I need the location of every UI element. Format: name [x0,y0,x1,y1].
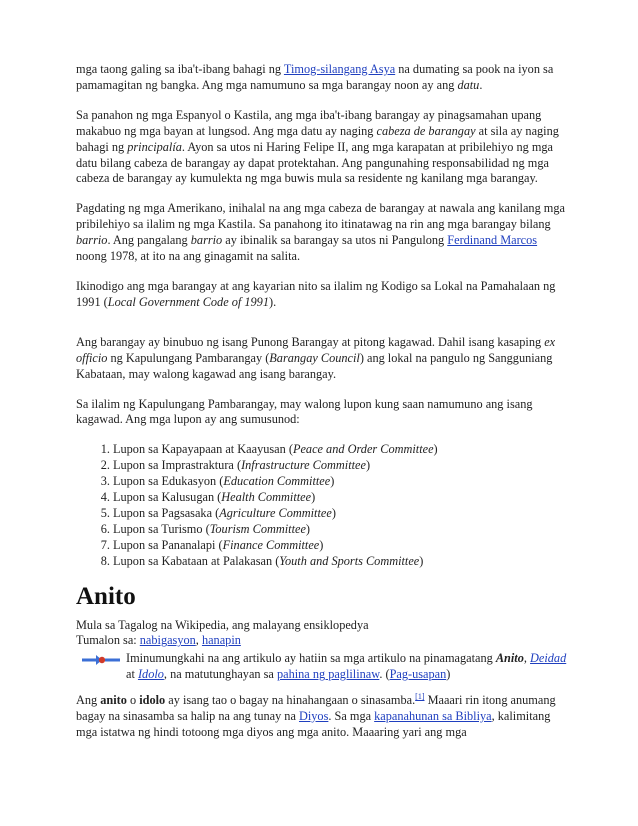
text: Ikinodigo ang mga barangay at ang kayarian nito sa ilalim ng Kodigo sa Lokal na Pamahalaan ng 1991 ( [76,278,556,309]
list-item: 1. Lupon sa Kapayapaan at Kaayusan (Peace and Order Committee) [113,442,570,458]
text: . Ayon sa utos ni Haring Felipe II, ang mga karapatan at pribilehiyo ng mga datu bilang cabeza de barangay ay dapat protektahan. Ang pangunahing responsabilidad ng mga cabeza de barangay ay kumulekta ng mga buwis mula sa residente ng kanilang mga barangay. [76,139,553,186]
link-idolo[interactable]: Idolo [137,667,164,682]
link-hanapin[interactable]: hanapin [201,633,241,648]
text: Sa ilalim ng Kapulungang Pambarangay, may walong lupon kung saan namumuno ang isang kagawad. Ang mga lupon ay ang sumusunod: [76,396,533,427]
footnote-link-1[interactable]: [1] [415,692,425,702]
jump-label: Tumalon sa: [76,633,140,648]
text: na dumating sa pook na iyon sa pamamagitan ng bangka. Ang mga namumuno sa mga barangay noon ay ang [76,62,554,92]
link-timog-silangang-asya[interactable]: Timog-silangang Asya [283,62,396,76]
paragraph-local-government-code [76,279,570,311]
list-item: 8. Lupon sa Kabataan at Palakasan (Youth and Sports Committee) [113,554,570,570]
text: noong 1978, at ito na ang ginagamit na salita. [76,249,301,264]
link-ferdinand-marcos[interactable]: Ferdinand Marcos [447,233,538,248]
paragraph-origin [76,62,570,94]
text: . [479,77,483,92]
list-item: 5. Lupon sa Pagsasaka (Agriculture Committee) [113,506,570,522]
paragraph-anito-definition: Ang anito o idolo ay isang tao o bagay na hinahangaan o sinasamba.[1] Maaari rin itong anumang bagay na sinasamba sa halip na ang tunay na Diyos. Sa mga kapanahunan sa Bibliya, kalimitang mga istatwa ng hindi totoong mga diyos ang mga anito. Maaaring yari ang mga [76,692,556,739]
paragraph-spanish-era [76,108,570,188]
split-notice: Iminumungkahi na ang artikulo ay hatiin sa mga artikulo na pinamagatang Anito, Deidad at Idolo, na matutunghayan sa pahina ng paglilinaw. (Pag-usapan) [76,651,570,683]
text: Pagdating ng mga Amerikano, inihalal na ang mga cabeza de barangay at nawala ang kanilang mga pribilehiyo sa ilalim ng mga Kastila. Sa panahong ito itinatawag na rin ang mga barangay bilang [76,201,565,232]
link-deidad[interactable]: Deidad [530,651,567,666]
list-item: 6. Lupon sa Turismo (Tourism Committee) [113,522,570,538]
article-heading: Anito [76,582,136,610]
link-nabigasyon[interactable]: nabigasyon [139,633,196,648]
merge-arrows-icon [80,653,122,667]
link-pag-usapan[interactable]: Pag-usapan [389,667,447,682]
text: ) ang lokal na pangulo ng Sangguniang Kabataan, may walong kagawad ang isang barangay. [76,350,553,381]
italic-term: Local Government Code of 1991 [107,294,269,309]
paragraph-american-era [76,201,570,265]
document-page [76,62,570,755]
text: ng Kapulungang Pambarangay ( [107,350,270,365]
italic-term: barrio [190,233,223,248]
jump-to-line: Tumalon sa: nabigasyon, hanapin [76,633,241,648]
link-kapanahunan-sa-bibliya[interactable]: kapanahunan sa Bibliya [374,709,492,724]
paragraph-committees-intro [76,397,570,429]
text: at sila ay naging bahagi ng [76,123,559,154]
committee-list [76,442,570,569]
italic-term: barrio [76,233,108,248]
text: ay ibinalik sa barangay sa utos ni Pangulong [222,233,448,248]
list-item: 2. Lupon sa Imprastraktura (Infrastructure Committee) [113,458,570,474]
link-pahina-ng-paglilinaw[interactable]: pahina ng paglilinaw [276,667,380,682]
text: Ang barangay ay binubuo ng isang Punong Barangay at pitong kagawad. Dahil isang kasaping [76,334,545,349]
italic-term: datu [457,77,480,92]
spacer [76,325,570,335]
italic-term: principalía [127,139,182,154]
text: ). [268,294,277,309]
text: . Ang pangalang [107,233,191,248]
paragraph-composition [76,335,570,383]
italic-term: Barangay Council [269,350,360,365]
text: Sa panahon ng mga Espanyol o Kastila, ang mga iba't-ibang barangay ay pinagsamahan upang makabuo ng mga bayan at lungsod. Ang mga datu ay naging [76,107,542,138]
list-item: 7. Lupon sa Pananalapi (Finance Committee) [113,538,570,554]
italic-term: ex officio [76,334,556,365]
link-diyos[interactable]: Diyos [298,709,329,724]
from-wikipedia-line: Mula sa Tagalog na Wikipedia, ang malayang ensiklopedya [76,617,369,632]
list-item: 3. Lupon sa Edukasyon (Education Committee) [113,474,570,490]
text: mga taong galing sa iba't-ibang bahagi ng [76,62,284,76]
italic-term: cabeza de barangay [376,123,476,138]
list-item: 4. Lupon sa Kalusugan (Health Committee) [113,490,570,506]
